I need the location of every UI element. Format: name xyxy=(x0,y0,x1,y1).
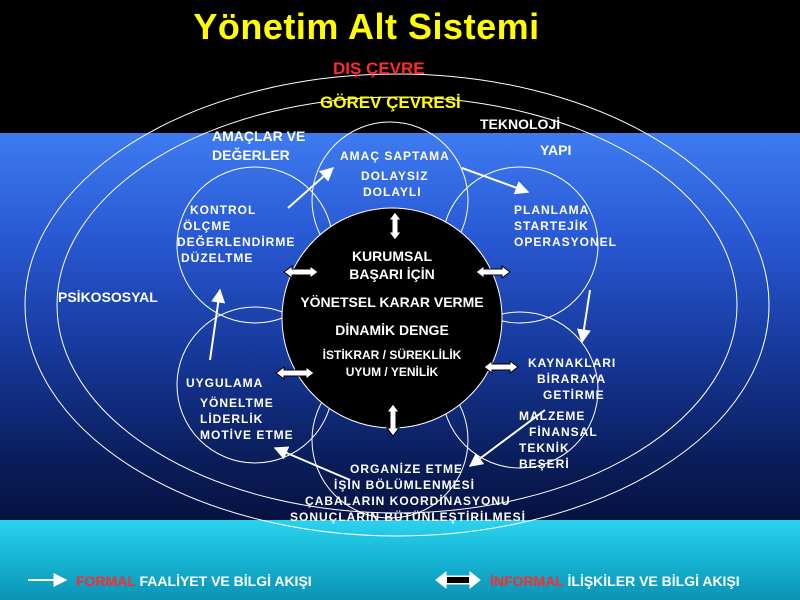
legend-informal xyxy=(490,573,740,589)
psychosocial-label: PSİKOSOSYAL xyxy=(58,289,158,305)
task-environment-label: GÖREV ÇEVRESİ xyxy=(320,93,461,112)
center-line-success: BAŞARI İÇİN xyxy=(349,266,435,282)
center-line-stability: İSTİKRAR / SÜREKLİLİK xyxy=(322,348,462,362)
organizing-division-of-work: İŞİN BÖLÜMLENMESİ xyxy=(334,478,476,492)
goal-setting-direct: DOLAYSIZ xyxy=(361,169,429,183)
legend-informal-text: İLİŞKİLER VE BİLGİ AKIŞI xyxy=(563,573,740,589)
control-evaluate: DEĞERLENDİRME xyxy=(177,235,296,249)
external-environment-label: DIŞ ÇEVRE xyxy=(333,59,425,78)
resource-financial: FİNANSAL xyxy=(529,425,598,439)
center-line-adaptation: UYUM / YENİLİK xyxy=(345,365,439,379)
resources-label-line3: GETİRME xyxy=(543,388,605,402)
page-title: Yönetim Alt Sistemi xyxy=(193,6,540,47)
implementation-label: UYGULAMA xyxy=(186,376,264,390)
resources-label-line1: KAYNAKLARI xyxy=(528,356,617,370)
formal-arrow-planning-to-resources xyxy=(582,290,590,342)
formal-arrow-organizing-to-leading xyxy=(275,448,350,480)
technology-label: TEKNOLOJİ xyxy=(480,116,561,132)
organizing-integration: SONUÇLARIN BÜTÜNLEŞTİRİLMESİ xyxy=(290,510,526,524)
legend-formal-word: FORMAL xyxy=(76,573,136,589)
goals-values-label-line2: DEĞERLER xyxy=(212,147,290,163)
leading-motivate: MOTİVE ETME xyxy=(200,428,294,442)
resources-label-line2: BİRARAYA xyxy=(537,372,607,386)
planning-operational: OPERASYONEL xyxy=(514,235,618,249)
resource-material: MALZEME xyxy=(519,409,586,423)
leading-direct: YÖNELTME xyxy=(200,396,274,410)
formal-arrow-control-to-goals xyxy=(288,168,333,208)
resource-technical: TEKNİK xyxy=(519,441,570,455)
resource-human: BEŞERİ xyxy=(519,457,570,471)
goal-setting-label: AMAÇ SAPTAMA xyxy=(340,149,450,163)
planning-label: PLANLAMA xyxy=(514,203,590,217)
control-correct: DÜZELTME xyxy=(181,251,254,265)
center-line-decision: YÖNETSEL KARAR VERME xyxy=(300,294,484,310)
control-measure: ÖLÇME xyxy=(183,219,232,233)
center-line-dynamic-balance: DİNAMİK DENGE xyxy=(335,322,449,338)
goal-setting-indirect: DOLAYLI xyxy=(363,185,422,199)
planning-strategic: STARTEJİK xyxy=(514,219,589,233)
center-line-corporate: KURUMSAL xyxy=(351,248,433,264)
organizing-label: ORGANİZE ETME xyxy=(350,462,464,476)
leading-leadership: LİDERLİK xyxy=(200,412,264,426)
organizing-coordination: ÇABALARIN KOORDİNASYONU xyxy=(305,494,511,508)
formal-arrow-implementation-to-control xyxy=(210,290,220,360)
legend-informal-word: İNFORMAL xyxy=(490,573,564,589)
structure-label: YAPI xyxy=(540,142,572,158)
legend-informal-arrow-icon xyxy=(436,572,480,588)
legend-formal-text: FAALİYET VE BİLGİ AKIŞI xyxy=(135,573,312,589)
center-circle xyxy=(282,208,502,428)
legend-formal xyxy=(76,573,312,589)
control-label: KONTROL xyxy=(190,203,257,217)
goals-values-label-line1: AMAÇLAR VE xyxy=(212,128,306,144)
